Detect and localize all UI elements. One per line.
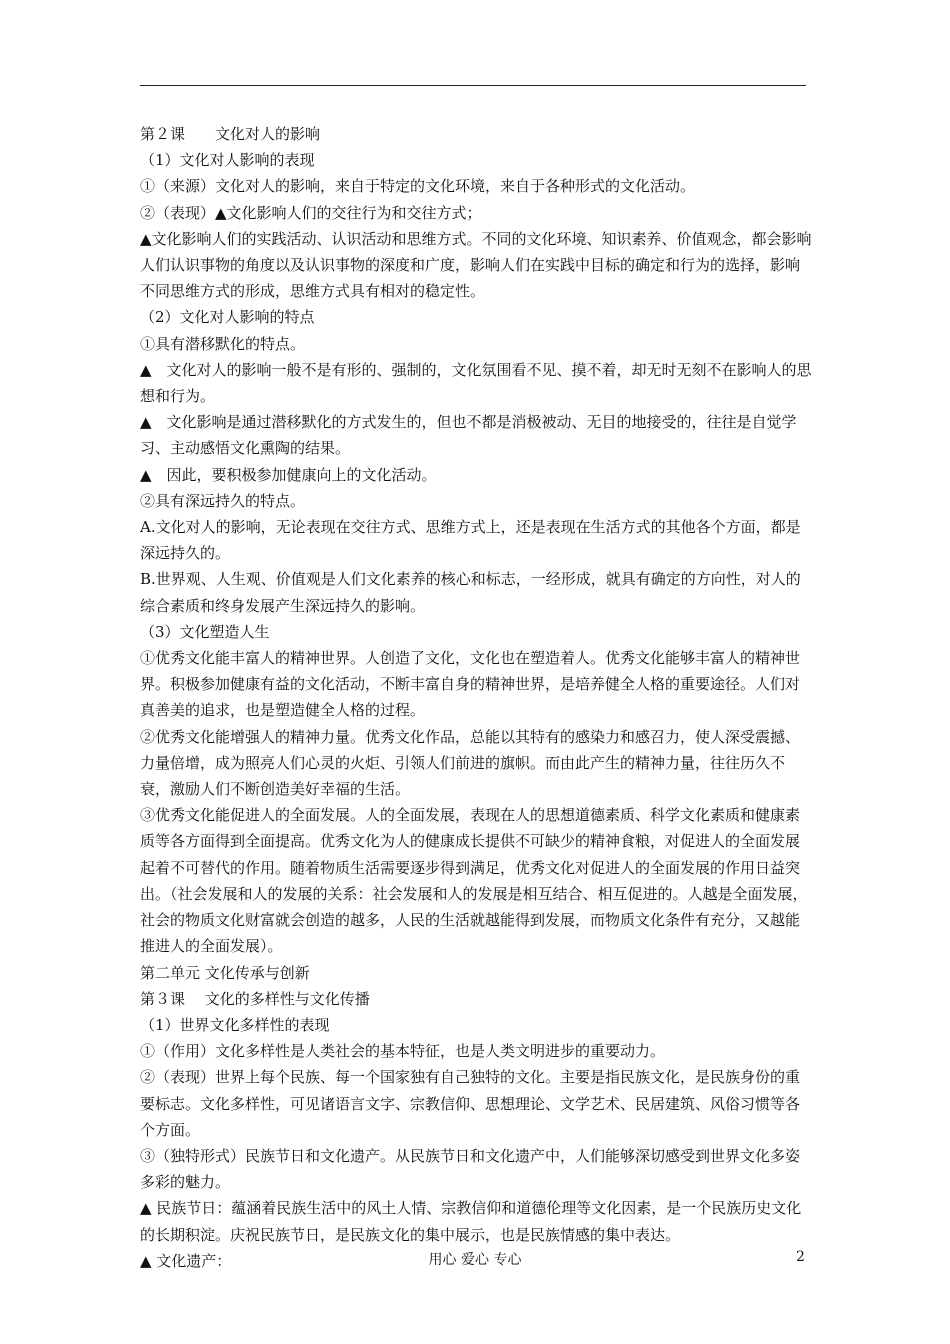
document-body [140,121,812,1274]
paragraph: ②具有深远持久的特点。 [140,491,306,510]
paragraph: ①（来源）文化对人的影响，来自于特定的文化环境，来自于各种形式的文化活动。 [140,177,696,196]
section-title: 第３课 文化的多样性与文化传播 [140,989,370,1008]
paragraph: ①具有潜移默化的特点。 [140,334,306,353]
subsection-heading: （2）文化对人影响的特点 [140,308,315,327]
paragraph: ▲ 文化对人的影响一般不是有形的、强制的，文化氛围看不见、摸不着，却无时无刻不在影响人的思想和行为。 [140,360,812,406]
page-number: 2 [796,1249,805,1265]
subsection-heading: （1）世界文化多样性的表现 [140,1015,330,1034]
paragraph: A.文化对人的影响，无论表现在交往方式、思维方式上，还是表现在生活方式的其他各个方面，都是深远持久的。 [140,518,801,563]
paragraph: ▲ 文化遗产： [140,1251,232,1270]
paragraph: ③（独特形式）民族节日和文化遗产。从民族节日和文化遗产中，人们能够深切感受到世界文化多姿多彩的魅力。 [140,1146,801,1192]
paragraph: ▲文化影响人们的实践活动、认识活动和思维方式。不同的文化环境、知识素养、价值观念，都会影响人们认识事物的角度以及认识事物的深度和广度，影响人们在实践中目标的确定和行为的选择，影响不同思维方式的形成，思维方式具有相对的稳定性。 [140,229,812,301]
paragraph: ②优秀文化能增强人的精神力量。优秀文化作品，总能以其特有的感染力和感召力，使人深受震撼、力量倍增，成为照亮人们心灵的火炬、引领人们前进的旗帜。而由此产生的精神力量，往往历久不衰，激励人们不断创造美好幸福的生活。 [140,727,801,799]
header-rule [140,85,806,86]
section-title: 第２课 文化对人的影响 [140,125,321,143]
paragraph: ①（作用）文化多样性是人类社会的基本特征，也是人类文明进步的重要动力。 [140,1042,666,1061]
paragraph: ①优秀文化能丰富人的精神世界。人创造了文化，文化也在塑造着人。优秀文化能够丰富人的精神世界。积极参加健康有益的文化活动，不断丰富自身的精神世界，是培养健全人格的重要途径。人们对真善美的追求，也是塑造健全人格的过程。 [140,649,801,720]
paragraph: ▲ 文化影响是通过潜移默化的方式发生的，但也不都是消极被动、无目的地接受的，往往是自觉学习、主动感悟文化熏陶的结果。 [140,413,797,458]
paragraph: ▲ 民族节日：蕴涵着民族生活中的风土人情、宗教信仰和道德伦理等文化因素，是一个民族历史文化的长期积淀。庆祝民族节日，是民族文化的集中展示，也是民族情感的集中表达。 [140,1199,802,1244]
paragraph: ▲ 因此，要积极参加健康向上的文化活动。 [140,465,437,484]
paragraph: ②（表现）世界上每个民族、每一个国家独有自己独特的文化。主要是指民族文化，是民族身份的重要标志。文化多样性，可见诸语言文字、宗教信仰、思想理论、文学艺术、民居建筑、风俗习惯等各个方面。 [140,1068,801,1139]
subsection-heading: （3）文化塑造人生 [140,622,270,641]
paragraph: ③优秀文化能促进人的全面发展。人的全面发展，表现在人的思想道德素质、科学文化素质和健康素质等各方面得到全面提高。优秀文化为人的健康成长提供不可缺少的精神食粮，对促进人的全面发展起着不可替代的作用。随着物质生活需要逐步得到满足，优秀文化对促进人的全面发展的作用日益突出。（社会发展和人的发展的关系：社会发展和人的发展是相互结合、相互促进的。人越是全面发展，社会的物质文化财富就会创造的越多，人民的生活就越能得到发展，而物质文化条件有充分，又越能推进人的全面发展）。 [140,806,808,956]
unit-title: 第二单元 文化传承与创新 [140,963,310,982]
paragraph: B.世界观、人生观、价值观是人们文化素养的核心和标志，一经形成，就具有确定的方向性，对人的综合素质和终身发展产生深远持久的影响。 [140,570,801,615]
subsection-heading: （1）文化对人影响的表现 [140,151,315,170]
footer-motto: 用心 爱心 专心 [428,1252,522,1268]
paragraph: ②（表现）▲文化影响人们的交往行为和交往方式； [140,203,482,222]
